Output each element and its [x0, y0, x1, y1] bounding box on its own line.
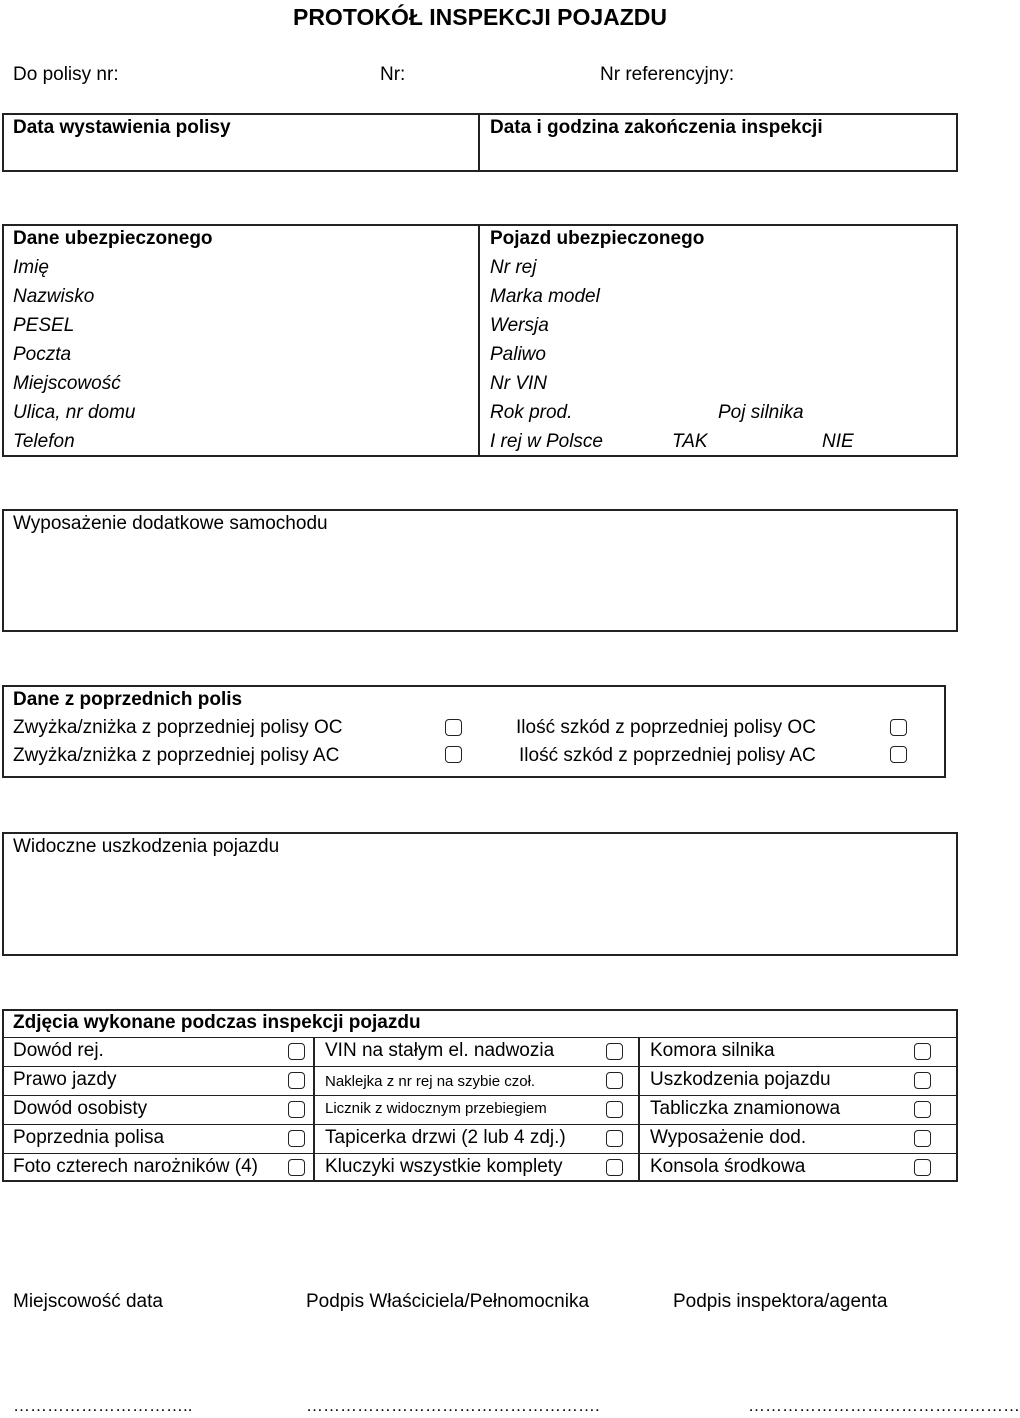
photos-heading: Zdjęcia wykonane podczas inspekcji pojazdu	[13, 1012, 421, 1033]
oc-claims-count-checkbox[interactable]	[890, 719, 907, 736]
place-date-signature-line: …………………………..	[13, 1396, 193, 1415]
insured-phone: Telefon	[13, 431, 75, 452]
insured-post: Poczta	[13, 344, 72, 365]
photos-row-line	[2, 1153, 958, 1154]
policy-issue-date-label: Data wystawienia polisy	[13, 117, 231, 138]
insured-city: Miejscowość	[13, 373, 121, 394]
photo-door-upholstery-checkbox[interactable]	[606, 1130, 623, 1147]
owner-signature-label: Podpis Właściciela/Pełnomocnika	[306, 1291, 590, 1312]
photo-windshield-sticker-label: Naklejka z nr rej na szybie czoł.	[325, 1073, 536, 1090]
photo-driving-license-checkbox[interactable]	[288, 1072, 305, 1089]
ac-claims-count-checkbox[interactable]	[890, 746, 907, 763]
dates-divider	[478, 113, 480, 172]
damage-heading: Widoczne uszkodzenia pojazdu	[13, 836, 280, 857]
reference-number-label: Nr referencyjny:	[600, 64, 735, 85]
place-date-label: Miejscowość data	[13, 1291, 163, 1312]
insured-last-name: Nazwisko	[13, 286, 95, 307]
photo-windshield-sticker-checkbox[interactable]	[606, 1072, 623, 1089]
photos-row-line	[2, 1095, 958, 1096]
photo-extra-equipment-checkbox[interactable]	[914, 1130, 931, 1147]
photo-center-console-checkbox[interactable]	[914, 1159, 931, 1176]
photo-nameplate-checkbox[interactable]	[914, 1101, 931, 1118]
inspection-end-label: Data i godzina zakończenia inspekcji	[490, 117, 823, 138]
vehicle-fuel: Paliwo	[490, 344, 546, 365]
ac-bonus-malus-label: Zwyżka/zniżka z poprzedniej polisy AC	[13, 745, 340, 766]
insured-vehicle-section	[2, 224, 958, 457]
photo-odometer-checkbox[interactable]	[606, 1101, 623, 1118]
vehicle-vin: Nr VIN	[490, 373, 547, 394]
photo-vin-checkbox[interactable]	[606, 1043, 623, 1060]
photo-engine-bay-checkbox[interactable]	[914, 1043, 931, 1060]
insured-vehicle-divider	[478, 224, 480, 457]
photo-id-card-checkbox[interactable]	[288, 1101, 305, 1118]
photo-center-console-label: Konsola środkowa	[650, 1156, 806, 1177]
insured-pesel: PESEL	[13, 315, 75, 336]
vehicle-registration: Nr rej	[490, 257, 537, 278]
photo-driving-license-label: Prawo jazdy	[13, 1069, 117, 1090]
vehicle-engine-capacity: Poj silnika	[718, 402, 804, 423]
photos-divider-1	[313, 1037, 315, 1182]
vehicle-make-model: Marka model	[490, 286, 600, 307]
vehicle-production-year: Rok prod.	[490, 402, 573, 423]
photo-four-corners-checkbox[interactable]	[288, 1159, 305, 1176]
policy-number-label: Do polisy nr:	[13, 64, 119, 85]
photo-vehicle-damage-label: Uszkodzenia pojazdu	[650, 1069, 831, 1090]
photo-previous-policy-label: Poprzednia polisa	[13, 1127, 165, 1148]
photo-registration-doc-checkbox[interactable]	[288, 1043, 305, 1060]
photo-door-upholstery-label: Tapicerka drzwi (2 lub 4 zdj.)	[325, 1127, 566, 1148]
inspector-signature-label: Podpis inspektora/agenta	[673, 1291, 888, 1312]
equipment-heading: Wyposażenie dodatkowe samochodu	[13, 513, 328, 534]
photo-registration-doc-label: Dowód rej.	[13, 1040, 104, 1061]
photos-row-line	[2, 1037, 958, 1038]
photo-vin-label: VIN na stałym el. nadwozia	[325, 1040, 555, 1061]
insured-street: Ulica, nr domu	[13, 402, 136, 423]
ac-bonus-malus-checkbox[interactable]	[445, 746, 462, 763]
first-registration-yes: TAK	[672, 431, 708, 452]
page-title: PROTOKÓŁ INSPEKCJI POJAZDU	[292, 4, 668, 30]
photo-four-corners-label: Foto czterech narożników (4)	[13, 1156, 258, 1177]
photo-keys-label: Kluczyki wszystkie komplety	[325, 1156, 563, 1177]
photo-keys-checkbox[interactable]	[606, 1159, 623, 1176]
photo-odometer-label: Licznik z widocznym przebiegiem	[325, 1100, 547, 1117]
photos-row-line	[2, 1124, 958, 1125]
number-label: Nr:	[380, 64, 406, 85]
vehicle-heading: Pojazd ubezpieczonego	[490, 228, 705, 249]
vehicle-version: Wersja	[490, 315, 549, 336]
insured-first-name: Imię	[13, 257, 49, 278]
photo-extra-equipment-label: Wyposażenie dod.	[650, 1127, 807, 1148]
photo-vehicle-damage-checkbox[interactable]	[914, 1072, 931, 1089]
insured-heading: Dane ubezpieczonego	[13, 228, 213, 249]
owner-signature-line: …………………………………………….	[306, 1396, 600, 1415]
inspector-signature-line: …………………………………………	[748, 1396, 1020, 1415]
first-registration-no: NIE	[822, 431, 854, 452]
photo-engine-bay-label: Komora silnika	[650, 1040, 775, 1061]
photo-id-card-label: Dowód osobisty	[13, 1098, 148, 1119]
oc-claims-count-label: Ilość szkód z poprzedniej polisy OC	[516, 717, 816, 738]
photos-divider-2	[638, 1037, 640, 1182]
photos-row-line	[2, 1066, 958, 1067]
vehicle-first-registration: I rej w Polsce	[490, 431, 603, 452]
ac-claims-count-label: Ilość szkód z poprzedniej polisy AC	[519, 745, 816, 766]
oc-bonus-malus-checkbox[interactable]	[445, 719, 462, 736]
photo-nameplate-label: Tabliczka znamionowa	[650, 1098, 841, 1119]
previous-policies-heading: Dane z poprzednich polis	[13, 689, 243, 710]
oc-bonus-malus-label: Zwyżka/zniżka z poprzedniej polisy OC	[13, 717, 343, 738]
photo-previous-policy-checkbox[interactable]	[288, 1130, 305, 1147]
